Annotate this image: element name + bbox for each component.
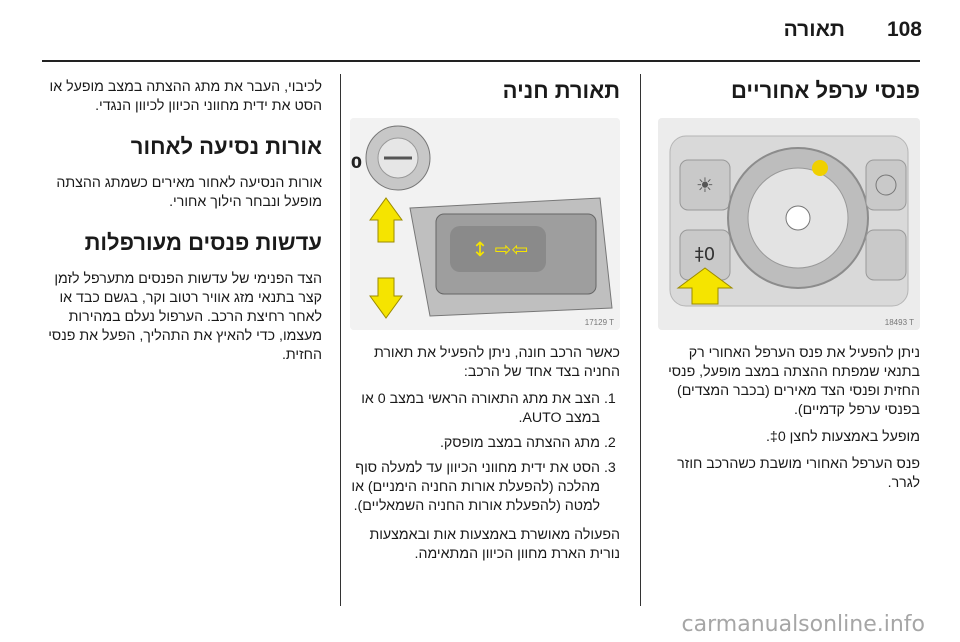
light-switch-figure: [658, 118, 920, 330]
page-header: [0, 0, 960, 58]
svg-text:☀: ☀: [696, 173, 714, 197]
reverse-lights-heading: אורות נסיעה לאחור: [130, 134, 322, 159]
rear-fog-heading: פנסי ערפל אחוריים: [731, 78, 920, 103]
misted-lenses-para: הצד הפנימי של עדשות הפנסים מתערפל לזמן קצר בתנאי מזג אוויר רטוב וקר, בגשם כבד או לאחר רחיצת הרכב. הערפול נעלם במהירות מעצמו, כדי להאיץ את התהליך, הפעל את פנסי החזית.: [48, 271, 322, 363]
parking-step: 2. מתג ההצתה במצב מופסק.: [336, 434, 600, 453]
svg-text:0: 0: [350, 153, 362, 172]
reverse-lights-para: אורות הנסיעה לאחור מאירים כשמתג ההצתה מופעל ונבחר הילוך אחורי.: [56, 175, 322, 210]
figure-code: 17129 T: [584, 318, 614, 327]
misted-lenses-heading: עדשות פנסים מעורפלות: [84, 230, 322, 255]
light-switch-illustration: [658, 118, 920, 330]
parking-after: הפעולה מאושרת באמצעות אות ובאמצעות נורית הארת מחוון הכיוון המתאימה.: [369, 527, 620, 562]
parking-steps: [336, 390, 620, 516]
stalk-illustration: [350, 118, 620, 330]
left-column: [40, 78, 322, 373]
header-divider: [42, 60, 920, 62]
page-title: תאורה: [783, 18, 845, 41]
parking-step: 1. הצב את מתג התאורה הראשי במצב 0 או במצב AUTO.: [336, 390, 600, 428]
page-number: 108: [886, 18, 922, 41]
watermark: carmanualsonline.info: [681, 612, 925, 637]
rear-fog-para2: מופעל באמצעות לחצן ‎0‡.: [765, 429, 920, 445]
rear-fog-para3: פנס הערפל האחורי מושבת כשהרכב חוזר לגרר.: [677, 456, 920, 491]
continued-para: לכיבוי, העבר את מתג ההצתה במצב מופעל או הסט את ידית מחווני הכיוון לכיוון הנגדי.: [49, 79, 322, 114]
svg-text:⇦⇨ ↕: ⇦⇨ ↕: [471, 237, 529, 261]
parking-step: 3. הסט את ידית מחווני הכיוון עד למעלה סוף מהלכה (להפעלת אורות החניה הימניים) או למטה (להפעלת אורות החניה השמאליים).: [336, 459, 600, 516]
stalk-figure: [350, 118, 620, 330]
rear-fog-para1: ניתן להפעיל את פנס הערפל האחורי רק בתנאי שמפתח ההצתה במצב מופעל, פנסי החזית ופנסי הצד מאירים (בכבר המצדים) בפנסי ערפל קדמיים).: [668, 345, 920, 418]
figure-code: 18493 T: [884, 318, 914, 327]
column-divider: [640, 74, 641, 606]
rear-fog-section: [658, 78, 920, 501]
parking-intro: כאשר הרכב חונה, ניתן להפעיל את תאורת החניה בצד אחד של הרכב:: [373, 345, 620, 380]
parking-section: [336, 78, 620, 572]
svg-text:0‡: 0‡: [694, 244, 716, 265]
parking-heading: תאורת חניה: [502, 78, 620, 103]
